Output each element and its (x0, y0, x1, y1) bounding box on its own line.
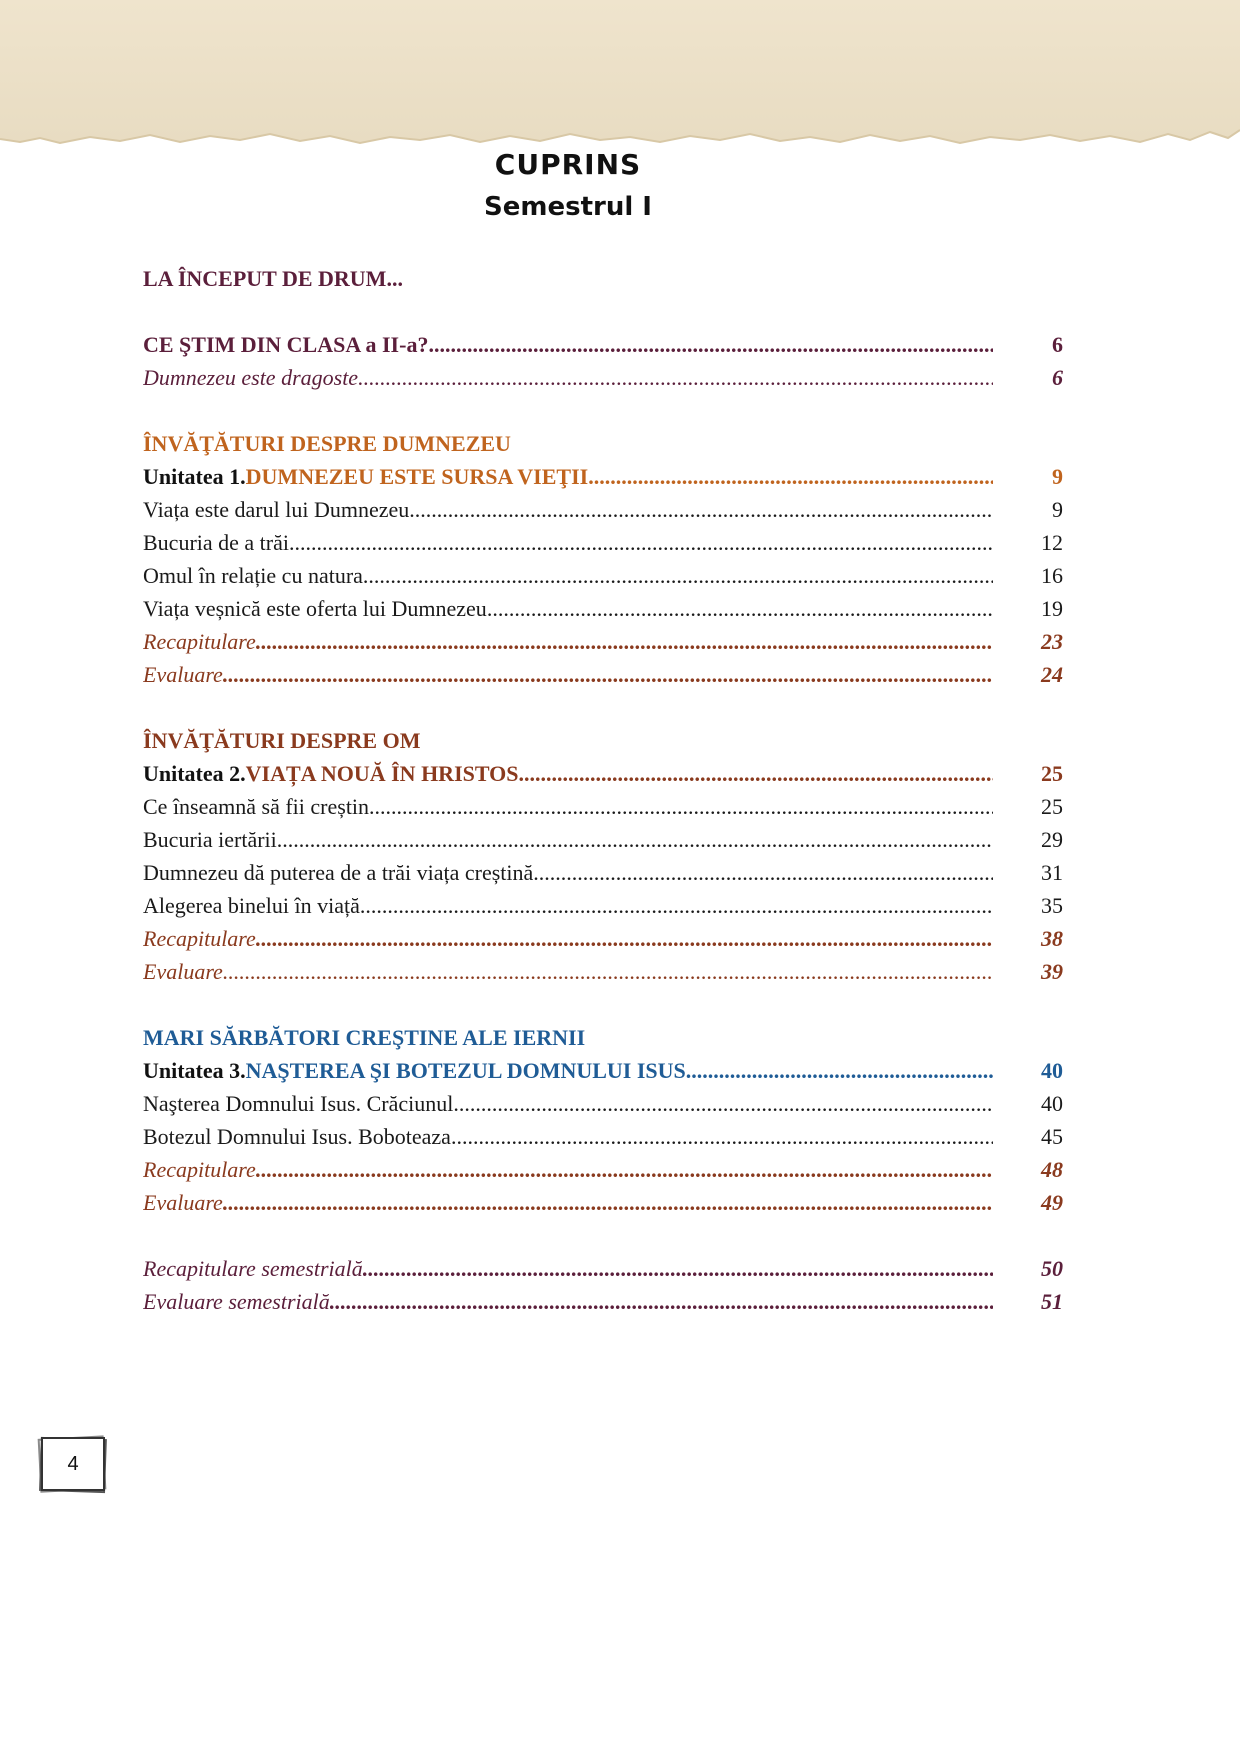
toc-entry-label: Evaluare (143, 662, 223, 687)
leader-dots (256, 625, 993, 658)
toc-entry-page: 51 (1041, 1289, 1063, 1314)
toc-entry-page: 35 (1041, 893, 1063, 918)
toc-entry-label: CE ŞTIM DIN CLASA a II-a? (143, 332, 429, 357)
leader-dots (369, 790, 993, 823)
eval-entry[interactable] (143, 658, 1063, 691)
leader-dots (363, 559, 993, 592)
semester-subtitle: Semestrul I (484, 192, 652, 222)
page-number-frame (36, 1432, 110, 1496)
unit-entry[interactable] (143, 757, 1063, 790)
toc-entry-review[interactable] (143, 328, 1063, 361)
toc-entry-label: Recapitulare (143, 1157, 256, 1182)
section-heading-label: ÎNVĂŢĂTURI DESPRE OM (143, 728, 421, 753)
toc-entry-label: Botezul Domnului Isus. Boboteaza (143, 1124, 451, 1149)
leader-dots (289, 526, 993, 559)
toc-entry-page: 39 (1041, 959, 1063, 984)
toc-entry-label: Bucuria iertării (143, 827, 277, 852)
toc-entry-label: Bucuria de a trăi (143, 530, 289, 555)
leader-dots (358, 361, 993, 394)
toc-entry-label: Recapitulare semestrială (143, 1256, 363, 1281)
toc-entry-page: 12 (1041, 530, 1063, 555)
toc-entry-label: Evaluare (143, 1190, 223, 1215)
leader-dots (256, 1153, 993, 1186)
unit-title: NAŞTEREA ŞI BOTEZUL DOMNULUI ISUS (245, 1058, 686, 1083)
leader-dots (256, 922, 993, 955)
toc-entry-page: 29 (1041, 827, 1063, 852)
toc-entry-page: 9 (1052, 497, 1063, 522)
page-title: CUPRINS (494, 148, 642, 181)
toc-entry-label: Naşterea Domnului Isus. Crăciunul (143, 1091, 454, 1116)
unit-title: VIAȚA NOUĂ ÎN HRISTOS (245, 761, 519, 786)
lesson-entry[interactable] (143, 592, 1063, 625)
leader-dots (223, 1186, 993, 1219)
toc-intro-label: LA ÎNCEPUT DE DRUM... (143, 266, 403, 291)
toc-entry-label: Recapitulare (143, 926, 256, 951)
page-number: 4 (67, 1453, 79, 1475)
toc-entry-page: 50 (1041, 1256, 1063, 1281)
toc-entry-label: Viața veșnică este oferta lui Dumnezeu (143, 596, 487, 621)
toc-entry-page: 6 (1052, 365, 1063, 390)
toc-entry-page: 49 (1041, 1190, 1063, 1215)
toc-entry-label: Recapitulare (143, 629, 256, 654)
toc-entry-page: 19 (1041, 596, 1063, 621)
semester-recap-entry[interactable] (143, 1252, 1063, 1285)
leader-dots (330, 1285, 993, 1318)
leader-dots (223, 658, 993, 691)
lesson-entry[interactable] (143, 493, 1063, 526)
section-heading-label: MARI SĂRBĂTORI CREŞTINE ALE IERNII (143, 1025, 586, 1050)
leader-dots (519, 757, 994, 790)
toc-entry-label: Alegerea binelui în viață (143, 893, 360, 918)
lesson-entry[interactable] (143, 559, 1063, 592)
lesson-entry[interactable] (143, 889, 1063, 922)
toc-intro[interactable] (143, 262, 1063, 295)
leader-dots (487, 592, 993, 625)
lesson-entry[interactable] (143, 823, 1063, 856)
toc-entry-page: 16 (1041, 563, 1063, 588)
leader-dots (686, 1054, 993, 1087)
toc-entry-label: Ce înseamnă să fii creștin (143, 794, 370, 819)
toc-entry-page: 23 (1041, 629, 1063, 654)
unit-title: DUMNEZEU ESTE SURSA VIEŢII (245, 464, 589, 489)
eval-entry[interactable] (143, 1186, 1063, 1219)
toc-entry-page: 6 (1052, 332, 1063, 357)
lesson-entry[interactable] (143, 1087, 1063, 1120)
recap-entry[interactable] (143, 625, 1063, 658)
toc-entry-page: 25 (1041, 794, 1063, 819)
leader-dots (223, 955, 993, 988)
leader-dots (588, 460, 993, 493)
unit-entry[interactable] (143, 1054, 1063, 1087)
leader-dots (360, 889, 993, 922)
toc-entry-label: Evaluare semestrială (143, 1289, 330, 1314)
recap-entry[interactable] (143, 922, 1063, 955)
leader-dots (533, 856, 993, 889)
toc-entry-page: 38 (1041, 926, 1063, 951)
leader-dots (428, 328, 993, 361)
leader-dots (451, 1120, 993, 1153)
section-heading (143, 1021, 1063, 1054)
toc-entry-page: 45 (1041, 1124, 1063, 1149)
leader-dots (409, 493, 993, 526)
unit-prefix: Unitatea 1. (143, 464, 246, 489)
unit-entry[interactable] (143, 460, 1063, 493)
toc-entry-label: Evaluare (143, 959, 223, 984)
lesson-entry[interactable] (143, 1120, 1063, 1153)
toc-entry-label: Viața este darul lui Dumnezeu (143, 497, 410, 522)
toc-entry-label: Dumnezeu este dragoste (143, 365, 359, 390)
toc-entry-page: 40 (1041, 1091, 1063, 1116)
leader-dots (453, 1087, 993, 1120)
section-heading (143, 427, 1063, 460)
semester-eval-entry[interactable] (143, 1285, 1063, 1318)
lesson-entry[interactable] (143, 526, 1063, 559)
toc-entry-page: 31 (1041, 860, 1063, 885)
toc-entry-page: 9 (1052, 464, 1063, 489)
recap-entry[interactable] (143, 1153, 1063, 1186)
toc-entry-review-item[interactable] (143, 361, 1063, 394)
torn-paper-banner (0, 0, 1240, 160)
leader-dots (277, 823, 993, 856)
toc-heading (0, 144, 1136, 228)
lesson-entry[interactable] (143, 856, 1063, 889)
table-of-contents (143, 262, 1063, 1318)
section-heading (143, 724, 1063, 757)
lesson-entry[interactable] (143, 790, 1063, 823)
toc-entry-label: Dumnezeu dă puterea de a trăi viața creștină (143, 860, 534, 885)
leader-dots (363, 1252, 993, 1285)
eval-entry[interactable] (143, 955, 1063, 988)
toc-entry-page: 25 (1041, 761, 1063, 786)
section-heading-label: ÎNVĂŢĂTURI DESPRE DUMNEZEU (143, 431, 511, 456)
toc-entry-page: 48 (1041, 1157, 1063, 1182)
toc-entry-page: 24 (1041, 662, 1063, 687)
unit-prefix: Unitatea 2. (143, 761, 246, 786)
toc-entry-page: 40 (1041, 1058, 1063, 1083)
unit-prefix: Unitatea 3. (143, 1058, 246, 1083)
toc-entry-label: Omul în relație cu natura (143, 563, 363, 588)
